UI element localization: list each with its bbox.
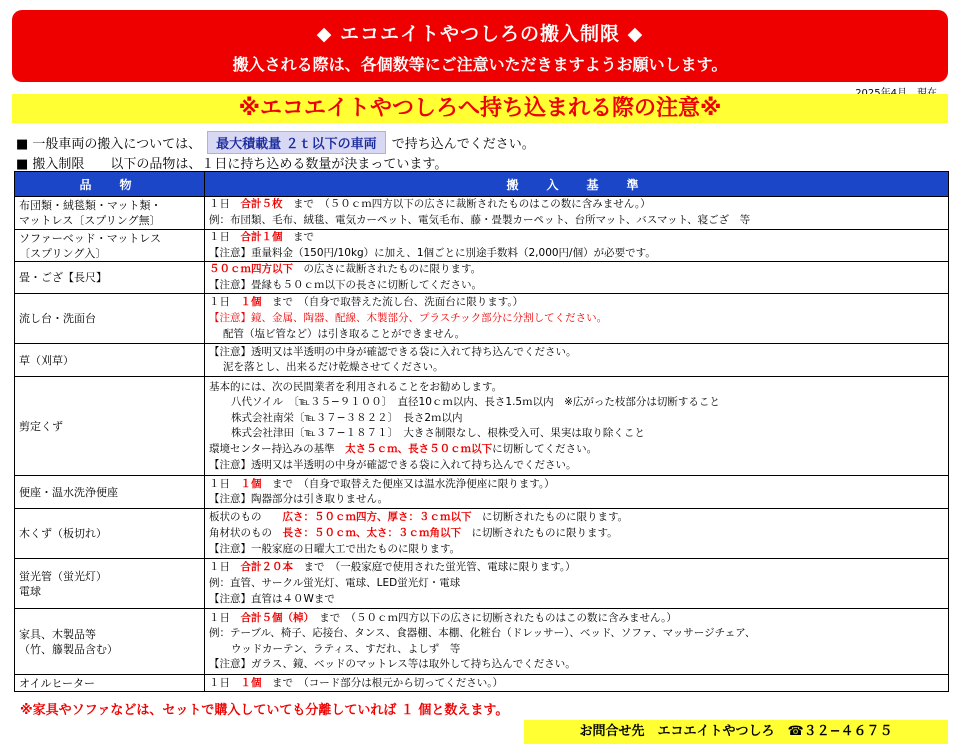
- item-line: 流し台・洗面台: [19, 312, 96, 326]
- rule-segment: まで （一般家庭で使用された蛍光管、電球に限ります。）: [293, 561, 576, 574]
- rule-line: [209, 213, 944, 229]
- table-row: [15, 609, 949, 675]
- rule-segment: 合計２０本: [240, 561, 293, 574]
- rule-line: [209, 592, 944, 608]
- rule-segment: 配管（塩ビ管など）は引き取ることができません。: [223, 327, 466, 340]
- rule-line: [209, 262, 944, 278]
- rule-segment: 【注意】直管は４０Wまで: [209, 592, 335, 605]
- rule-segment: １個: [240, 676, 262, 689]
- rule-segment: 【注意】ガラス、鏡、ベッドのマットレス等は取外して持ち込んでください。: [209, 658, 576, 671]
- item-line: 草（刈草）: [19, 353, 74, 367]
- item-cell: [15, 230, 205, 262]
- table-row: [15, 197, 949, 230]
- rule-segment: 角材状のもの: [209, 527, 283, 540]
- rule-line: [209, 492, 944, 508]
- rules-table: [14, 171, 949, 692]
- rule-line: [209, 411, 944, 427]
- rule-segment: に切断されたものに限ります。: [471, 511, 629, 524]
- table-row: [15, 509, 949, 559]
- header-item: 品 物: [15, 172, 205, 197]
- rule-cell: [205, 559, 949, 609]
- rule-line: [209, 295, 944, 311]
- table-row: [15, 559, 949, 609]
- rule-segment: 株式会社南栄〔℡３７−３８２２〕 長さ2ｍ以内: [231, 411, 463, 424]
- vehicle-notice: [16, 131, 535, 154]
- rule-line: [209, 327, 944, 343]
- rule-segment: 株式会社津田〔℡３７−１８７１〕 大きさ制限なし、根株受入可、果実は取り除くこと: [231, 427, 645, 440]
- footnote: ※家具やソファなどは、セットで購入していても分離していれば １ 個と数えます。: [20, 703, 509, 718]
- rule-line: [209, 542, 944, 558]
- table-header-row: [15, 172, 949, 197]
- rule-cell: [205, 262, 949, 294]
- rule-cell: [205, 230, 949, 262]
- item-line: 家具、木製品等: [19, 627, 96, 641]
- rule-segment: １日: [209, 198, 241, 211]
- rule-line: [209, 426, 944, 442]
- contact-label: お問合せ先 エコエイトやつしろ: [579, 724, 775, 739]
- rule-line: [209, 657, 944, 673]
- rule-cell: [205, 609, 949, 675]
- item-line: 〔スプリング入〕: [19, 246, 107, 260]
- rule-segment: 長さ：５０ｃｍ、太さ：３ｃｍ角以下: [282, 527, 461, 540]
- rule-segment: 【注意】一般家庭の日曜大工で出たものに限ります。: [209, 542, 461, 555]
- table-row: [15, 230, 949, 262]
- rule-segment: 【注意】畳縁も５０ｃｍ以下の長さに切断してください。: [209, 278, 482, 291]
- limit-notice: ■ 搬入制限 以下の品物は、１日に持ち込める数量が決まっています。: [16, 157, 448, 172]
- rule-line: [209, 458, 944, 474]
- rule-line: [209, 360, 944, 376]
- rule-segment: に切断してください。: [492, 442, 598, 455]
- item-cell: [15, 675, 205, 692]
- rules-body: [15, 197, 949, 692]
- rule-segment: 広さ：５０ｃｍ四方、厚さ：３ｃｍ以下: [282, 511, 472, 524]
- rule-line: [209, 345, 944, 361]
- rule-segment: 【注意】透明又は半透明の中身が確認できる袋に入れて持ち込んでください。: [209, 458, 577, 471]
- rule-segment: 【注意】重量料金（150円/10kg）に加え、1個ごとに別途手数料（2,000円/個）が必要です。: [209, 246, 656, 259]
- rule-segment: まで: [282, 231, 314, 243]
- rule-segment: まで （自身で取替えた便座又は温水洗浄便座に限ります。）: [261, 477, 555, 490]
- item-line: 木くず（板切れ）: [19, 527, 107, 541]
- rule-line: [209, 611, 944, 627]
- rule-line: [209, 642, 944, 658]
- item-line: ソファーベッド・マットレス: [19, 231, 162, 245]
- rule-segment: に切断されたものに限ります。: [461, 527, 618, 540]
- item-cell: [15, 262, 205, 294]
- rule-line: [209, 477, 944, 493]
- item-line: オイルヒーター: [19, 676, 96, 690]
- item-line: 電球: [19, 584, 41, 598]
- table-row: [15, 294, 949, 344]
- rule-cell: [205, 294, 949, 344]
- rule-segment: 八代ソイル 〔℡３５−９１００〕 直径10ｃｍ以内、長さ1.5ｍ以内 ※広がった枝部分は切断すること: [231, 396, 720, 409]
- rule-line: [209, 380, 944, 396]
- rule-segment: １日: [209, 477, 241, 490]
- rule-line: [209, 626, 944, 642]
- rule-line: [209, 395, 944, 411]
- rule-line: [209, 526, 944, 542]
- table-row: [15, 377, 949, 476]
- table-row: [15, 262, 949, 294]
- rule-segment: 【注意】透明又は半透明の中身が確認できる袋に入れて持ち込んでください。: [209, 345, 577, 358]
- item-cell: [15, 197, 205, 230]
- rule-segment: まで （自身で取替えた流し台、洗面台に限ります。）: [261, 296, 524, 309]
- rule-line: [209, 197, 944, 213]
- rule-segment: 例：直管、サークル蛍光灯、電球、LED蛍光灯・電球: [209, 577, 461, 590]
- table-row: [15, 344, 949, 377]
- item-line: 布団類・絨毯類・マット類・: [19, 199, 162, 212]
- item-line: 畳・ござ【長尺】: [19, 271, 107, 285]
- rule-segment: １個: [240, 477, 262, 490]
- item-cell: [15, 344, 205, 377]
- rule-segment: １個: [240, 296, 262, 309]
- rule-segment: 【注意】陶器部分は引き取りません。: [209, 493, 389, 506]
- rule-segment: 板状のもの: [209, 511, 283, 524]
- rule-cell: [205, 509, 949, 559]
- vehicle-highlight: 最大積載量 ２ｔ以下の車両: [207, 131, 386, 154]
- rule-segment: １日: [209, 561, 241, 574]
- rule-segment: 泥を落とし、出来るだけ乾燥させてください。: [223, 361, 444, 374]
- rule-line: [209, 311, 944, 327]
- rule-segment: 例：テーブル、椅子、応接台、タンス、食器棚、本棚、化粧台（ドレッサー）、ベッド、ソファ、マッサージチェア、: [209, 627, 756, 640]
- page-title: ◆ エコエイトやつしろの搬入制限 ◆: [316, 23, 644, 45]
- rule-segment: の広さに裁断されたものに限ります。: [293, 263, 482, 276]
- rule-cell: [205, 377, 949, 476]
- page-subtitle: 搬入される際は、各個数等にご注意いただきますようお願いします。: [232, 55, 728, 74]
- rule-segment: １日: [209, 296, 241, 309]
- item-cell: [15, 294, 205, 344]
- header-criteria: 搬 入 基 準: [205, 172, 949, 197]
- rule-line: [209, 246, 944, 262]
- item-cell: [15, 476, 205, 509]
- rule-segment: 【注意】鏡、金属、陶器、配線、木製部分、プラスチック部分に分割してください。: [209, 312, 608, 325]
- contact-phone: ☎３２−４６７５: [787, 724, 893, 739]
- rule-line: [209, 560, 944, 576]
- item-line: 剪定くず: [19, 419, 63, 433]
- rule-line: [209, 676, 944, 692]
- rule-segment: 合計５枚: [240, 198, 283, 211]
- header-banner: [12, 10, 948, 82]
- rule-segment: １日: [209, 676, 241, 689]
- notice-heading: ※エコエイトやつしろへ持ち込まれる際の注意※: [12, 94, 948, 123]
- rule-segment: 基本的には、次の民間業者を利用されることをお勧めします。: [209, 380, 503, 393]
- rule-line: [209, 278, 944, 294]
- item-cell: [15, 609, 205, 675]
- rule-line: [209, 576, 944, 592]
- rule-segment: 太さ５ｃｍ、長さ５０ｃｍ以下: [345, 442, 493, 455]
- item-line: 便座・温水洗浄便座: [19, 485, 118, 499]
- item-line: （竹、籐製品含む）: [19, 642, 118, 656]
- contact-box: [524, 720, 948, 744]
- rule-line: [209, 510, 944, 526]
- item-cell: [15, 377, 205, 476]
- item-line: マットレス〔スプリング無〕: [19, 214, 161, 227]
- item-cell: [15, 559, 205, 609]
- rule-segment: 例：布団類、毛布、絨毯、電気カーペット、電気毛布、藤・畳製カーペット、台所マット、バスマット、寝ござ 等: [209, 214, 751, 226]
- rule-segment: １日: [209, 231, 241, 243]
- rule-segment: １日: [209, 611, 241, 624]
- rule-segment: 環境センター持込みの基準: [209, 442, 346, 455]
- rule-cell: [205, 675, 949, 692]
- item-line: 蛍光管（蛍光灯）: [19, 569, 107, 583]
- rule-cell: [205, 197, 949, 230]
- item-cell: [15, 509, 205, 559]
- rule-line: [209, 442, 944, 458]
- vehicle-suffix: で持ち込んでください。: [391, 137, 535, 152]
- rule-segment: ウッドカーテン、ラティス、すだれ、よしず 等: [231, 642, 461, 655]
- rule-segment: ５０ｃｍ四方以下: [209, 263, 293, 276]
- rule-segment: 合計１個: [240, 231, 283, 243]
- rule-segment: まで （５０ｃｍ四方以下の広さに裁断されたものはこの数に含みません。）: [282, 198, 651, 211]
- rule-line: [209, 230, 944, 246]
- rule-segment: 合計５個（棹）: [240, 611, 309, 624]
- table-row: [15, 476, 949, 509]
- rule-cell: [205, 344, 949, 377]
- vehicle-prefix: ■ 一般車両の搬入については、: [16, 137, 202, 152]
- rule-segment: まで （５０ｃｍ四方以下の広さに切断されたものはこの数に含みません。）: [308, 611, 677, 624]
- table-row: [15, 675, 949, 692]
- rule-cell: [205, 476, 949, 509]
- rule-segment: まで （コード部分は根元から切ってください。）: [261, 676, 503, 689]
